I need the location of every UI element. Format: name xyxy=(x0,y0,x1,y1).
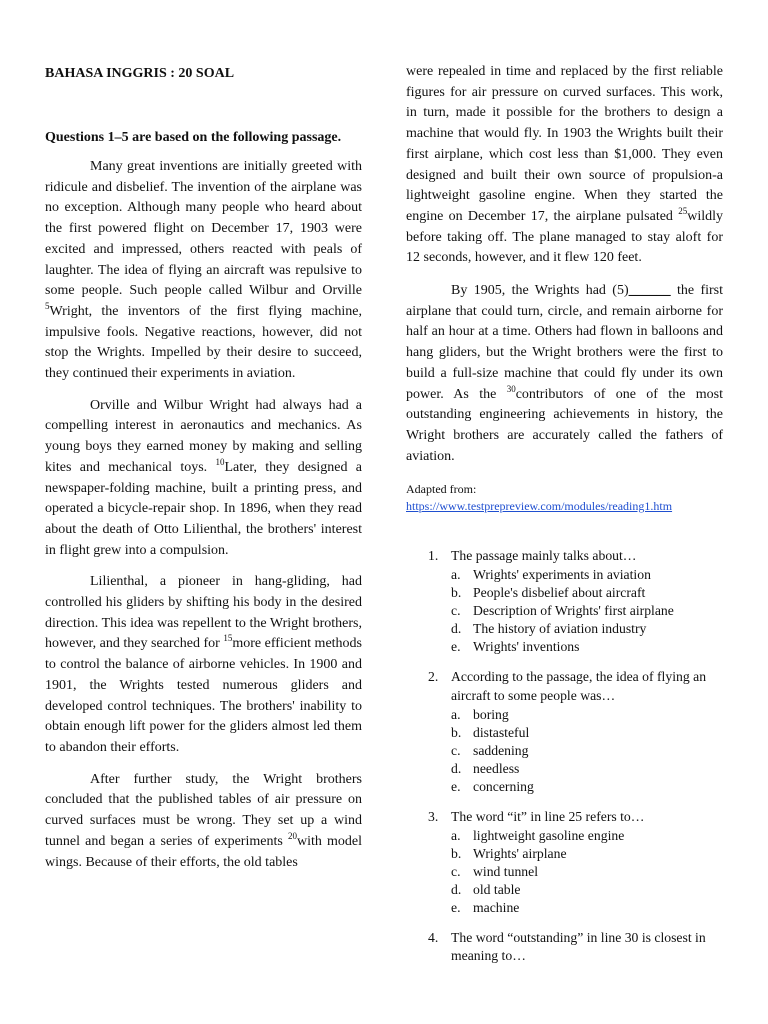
option-text: Description of Wrights' first airplane xyxy=(473,603,674,619)
option-text: needless xyxy=(473,760,520,776)
option-letter: a. xyxy=(451,827,461,843)
passage-paragraph-3: Lilienthal, a pioneer in hang-gliding, had controlled his gliders by shifting his body in the desired direction. This idea was repellent to the Wright brothers, however, and they searched for $^{15}$more efficient methods to control the balance of airborne vehicles. In 1900 and 1901, the Wrights tested numerous gliders and developed control techniques. The brothers' inability to obtain enough lift power for the gliders almost led them to abandon their efforts. xyxy=(45,574,362,755)
line-number: 5 xyxy=(45,300,50,311)
question-item xyxy=(406,547,723,656)
option-letter: c. xyxy=(451,742,461,758)
question-list xyxy=(406,547,723,966)
option-text: concerning xyxy=(473,778,534,794)
document-title: BAHASA INGGRIS : 20 SOAL xyxy=(45,66,235,81)
answer-option xyxy=(451,845,723,863)
question-item xyxy=(406,668,723,796)
question-text: According to the passage, the idea of flying an aircraft to some people was… xyxy=(451,669,707,703)
option-text: The history of aviation industry xyxy=(473,621,647,637)
line-number: 25 xyxy=(678,205,688,216)
question-text: The word “outstanding” in line 30 is closest in meaning to… xyxy=(451,929,706,964)
question-number: 2. xyxy=(428,669,439,685)
source-citation xyxy=(406,481,723,514)
answer-option xyxy=(451,602,723,620)
line-number: 10 xyxy=(215,456,225,467)
answer-option xyxy=(451,760,723,778)
fill-in-blank: ______ xyxy=(628,283,671,299)
option-letter: b. xyxy=(451,724,462,740)
passage-paragraph-4-continued: were repealed in time and replaced by the first reliable figures for air pressure on curved surfaces. This work, in turn, made it possible for the brothers to design a machine that would fly. In 1903 the Wrights built their first airplane, which cost less than $1,000. They even designed and built their own source of propulsion-a lightweight gasoline engine. When they started the engine on December 17, the airplane pulsated $^{25}$wildly before taking off. The plane managed to stay aloft for 12 seconds, however, and it flew 120 feet. xyxy=(406,64,723,266)
option-text: machine xyxy=(473,899,520,915)
option-letter: c. xyxy=(451,603,461,619)
option-letter: b. xyxy=(451,845,462,861)
question-text: The word “it” in line 25 refers to… xyxy=(451,808,645,824)
option-text: wind tunnel xyxy=(473,863,539,879)
option-text: Wrights' inventions xyxy=(473,639,580,655)
source-label: Adapted from: xyxy=(406,482,477,497)
answer-option xyxy=(451,863,723,881)
option-text: Wrights' experiments in aviation xyxy=(473,567,651,583)
answer-options xyxy=(451,827,723,917)
question-number: 1. xyxy=(428,548,439,564)
option-letter: a. xyxy=(451,706,461,722)
line-number: 15 xyxy=(223,633,233,644)
passage-paragraph-4: After further study, the Wright brothers concluded that the published tables of air pressure on curved surfaces must be wrong. They set up a wind tunnel and began a series of experiments $^{20}$with model wings. Because of their efforts, the old tables xyxy=(45,771,362,870)
answer-option xyxy=(451,742,723,760)
answer-option xyxy=(451,724,723,742)
option-text: People's disbelief about aircraft xyxy=(473,585,646,601)
option-text: lightweight gasoline engine xyxy=(473,827,625,843)
source-link[interactable]: https://www.testprepreview.com/modules/reading1.htm xyxy=(406,498,673,513)
passage-paragraph-5: By 1905, the Wrights had (5)______ the first airplane that could turn, circle, and remain airborne for half an hour at a time. Others had flown in balloons and hang gliders, but the Wright brothers were the first to build a full-size machine that could fly under its own power. As the $^{30}$contributors of one of the most outstanding engineering achievements in history, the Wright brothers are accurately called the fathers of aviation. xyxy=(406,283,723,464)
answer-option xyxy=(451,566,723,584)
passage-paragraph-2: Orville and Wilbur Wright had always had a compelling interest in aeronautics and mechanics. As young boys they earned money by making and selling kites and mechanical toys. $^{10}$Later, they designed a newspaper-folding machine, built a printing press, and operated a bicycle-repair shop. In 1896, when they read about the death of Otto Lilienthal, the brothers' interest in flight grew into a compulsion. xyxy=(45,397,362,558)
right-column xyxy=(406,62,723,978)
answer-option xyxy=(451,620,723,638)
question-number: 4. xyxy=(428,929,439,945)
option-letter: d. xyxy=(451,621,462,637)
option-letter: d. xyxy=(451,881,462,897)
option-letter: e. xyxy=(451,639,461,655)
option-letter: e. xyxy=(451,778,461,794)
answer-option xyxy=(451,778,723,796)
passage-paragraph-1: Many great inventions are initially greeted with ridicule and disbelief. The invention of the airplane was no exception. Although many people who heard about the first powered flight on December 17, 1903 were excited and impressed, others reacted with peals of laughter. The idea of flying an aircraft was repulsive to some people. Such people called Wilbur and Orville $^5$Wright, the inventors of the first flying machine, impulsive fools. Negative reactions, however, did not stop the Wrights. Impelled by their desire to succeed, they continued their experiments in aviation. xyxy=(45,159,362,382)
line-number: 20 xyxy=(287,830,297,841)
option-text: boring xyxy=(473,706,509,722)
answer-option xyxy=(451,638,723,656)
answer-option xyxy=(451,706,723,724)
answer-option xyxy=(451,881,723,899)
line-number: 30 xyxy=(506,383,516,394)
option-text: saddening xyxy=(473,742,529,758)
questions-intro: Questions 1–5 are based on the following passage. xyxy=(45,129,342,145)
answer-option xyxy=(451,584,723,602)
answer-option xyxy=(451,827,723,845)
option-letter: d. xyxy=(451,760,462,776)
option-letter: a. xyxy=(451,567,461,583)
option-letter: b. xyxy=(451,585,462,601)
left-column xyxy=(45,62,362,873)
answer-option xyxy=(451,899,723,917)
question-item xyxy=(406,929,723,967)
question-number: 3. xyxy=(428,808,439,824)
answer-options xyxy=(451,566,723,656)
answer-options xyxy=(451,706,723,796)
option-text: distasteful xyxy=(473,724,530,740)
option-text: old table xyxy=(473,881,521,897)
option-text: Wrights' airplane xyxy=(473,845,567,861)
question-text: The passage mainly talks about… xyxy=(451,548,637,564)
option-letter: e. xyxy=(451,899,461,915)
question-item xyxy=(406,808,723,917)
option-letter: c. xyxy=(451,863,461,879)
